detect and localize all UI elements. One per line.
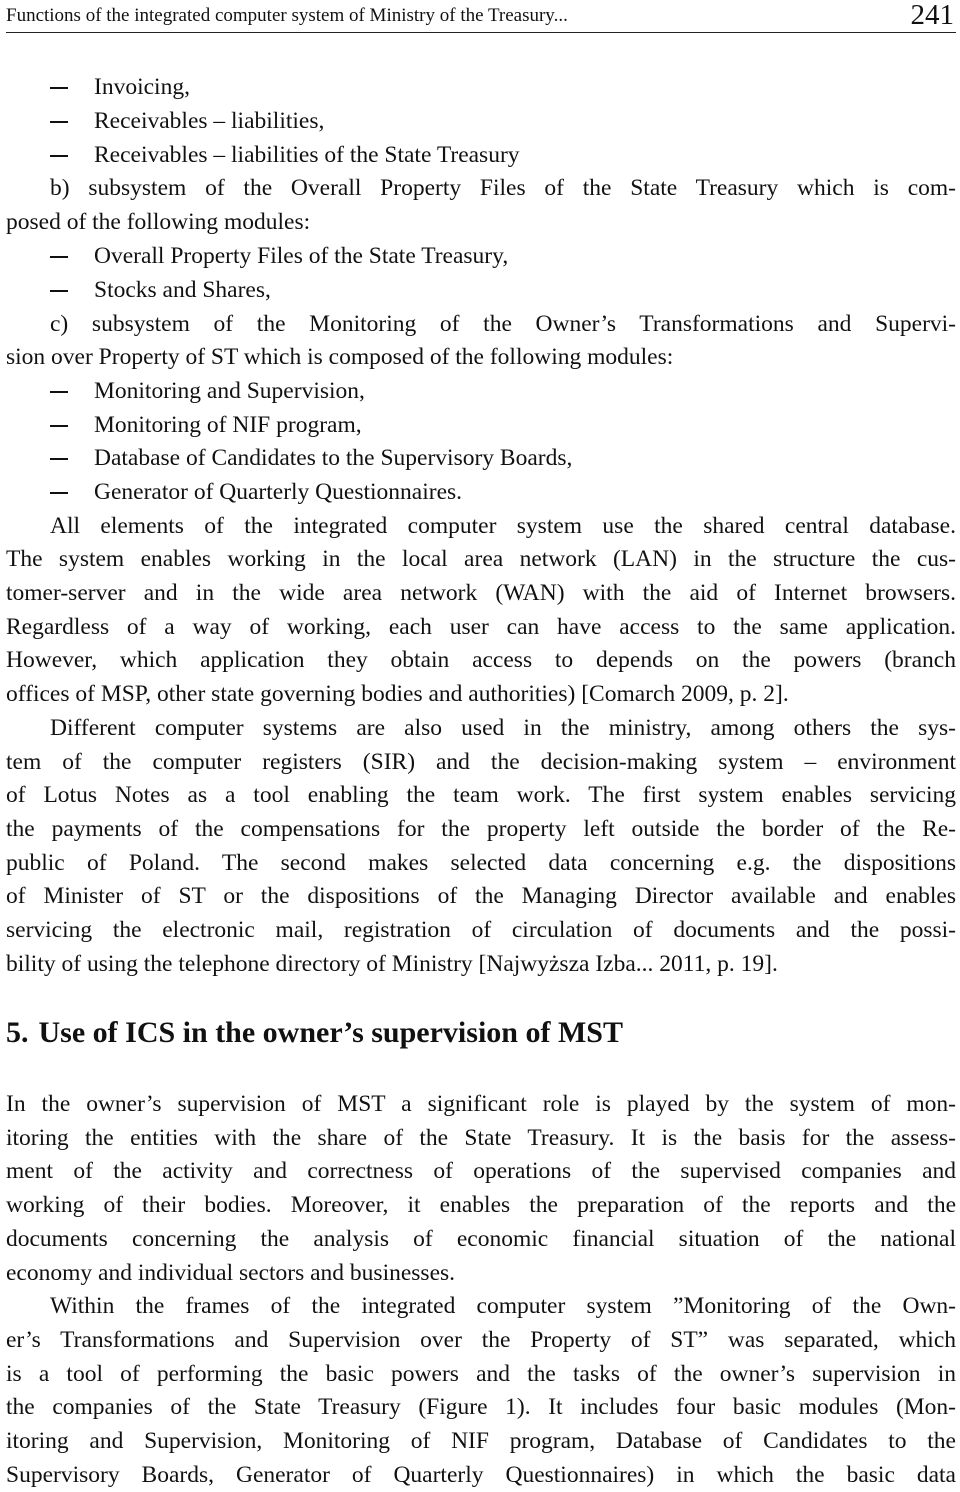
paragraph-line: b) subsystem of the Overall Property Files of the State Treasury which is com-	[50, 175, 956, 201]
list-item: Invoicing,	[6, 70, 956, 104]
paragraph-line: er’s Transformations and Supervision over the Property of ST” was separated, which	[6, 1327, 956, 1353]
running-header	[6, 0, 956, 33]
section-heading	[6, 1013, 623, 1053]
dash-bullet-icon	[50, 425, 68, 427]
paragraph-line: the payments of the compensations for the property left outside the border of the Re-	[6, 816, 956, 842]
paragraph-line: the companies of the State Treasury (Figure 1). It includes four basic modules (Mon-	[6, 1394, 956, 1420]
paragraph-line: itoring the entities with the share of the State Treasury. It is the basis for the assess-	[6, 1125, 956, 1151]
dash-bullet-icon	[50, 290, 68, 292]
dash-bullet-icon	[50, 121, 68, 123]
paragraph-line: of Minister of ST or the dispositions of the Managing Director available and enables	[6, 883, 956, 909]
running-title: Functions of the integrated computer system of Ministry of the Treasury...	[6, 5, 568, 26]
list-item: Receivables – liabilities,	[6, 104, 956, 138]
list-item: Monitoring of NIF program,	[6, 408, 956, 442]
page-number: 241	[910, 0, 954, 31]
paragraph-line: ment of the activity and correctness of operations of the supervised companies and	[6, 1158, 956, 1184]
paragraph-line: working of their bodies. Moreover, it enables the preparation of the reports and the	[6, 1192, 956, 1218]
paragraph-line: documents concerning the analysis of economic financial situation of the national	[6, 1226, 956, 1252]
paragraph-line: offices of MSP, other state governing bodies and authorities) [Comarch 2009, p. 2].	[6, 681, 789, 707]
paragraph-line: sion over Property of ST which is composed of the following modules:	[6, 344, 674, 370]
list-item: Monitoring and Supervision,	[6, 374, 956, 408]
dash-bullet-icon	[50, 87, 68, 89]
paragraph-line: tomer-server and in the wide area network (WAN) with the aid of Internet browsers.	[6, 580, 956, 606]
dash-bullet-icon	[50, 256, 68, 258]
paragraph-line: economy and individual sectors and businesses.	[6, 1260, 456, 1286]
paragraph-line: In the owner’s supervision of MST a significant role is played by the system of mon-	[6, 1091, 956, 1117]
paragraph-line: The system enables working in the local area network (LAN) in the structure the cus-	[6, 546, 956, 572]
dash-bullet-icon	[50, 155, 68, 157]
list-item: Stocks and Shares,	[6, 273, 956, 307]
paragraph-line: Different computer systems are also used in the ministry, among others the sys-	[50, 715, 956, 741]
section-title: Use of ICS in the owner’s supervision of MST	[38, 1016, 623, 1049]
list-item: Generator of Quarterly Questionnaires.	[6, 475, 956, 509]
paragraph-line: itoring and Supervision, Monitoring of NIF program, Database of Candidates to the	[6, 1428, 956, 1454]
paragraph-line: All elements of the integrated computer system use the shared central database.	[50, 513, 956, 539]
paragraph-line: However, which application they obtain access to depends on the powers (branch	[6, 647, 956, 673]
section-number: 5.	[6, 1016, 29, 1049]
paragraph-line: public of Poland. The second makes selected data concerning e.g. the dispositions	[6, 850, 956, 876]
paragraph-line: of Lotus Notes as a tool enabling the team work. The first system enables servicing	[6, 782, 956, 808]
list-item: Database of Candidates to the Supervisory Boards,	[6, 441, 956, 475]
paragraph-line: c) subsystem of the Monitoring of the Owner’s Transformations and Supervi-	[50, 311, 956, 337]
list-item: Receivables – liabilities of the State Treasury	[6, 138, 956, 172]
list-item: Overall Property Files of the State Treasury,	[6, 239, 956, 273]
paragraph-line: posed of the following modules:	[6, 209, 311, 235]
paragraph-line: Within the frames of the integrated computer system ”Monitoring of the Own-	[50, 1293, 956, 1319]
dash-bullet-icon	[50, 391, 68, 393]
paragraph-line: Supervisory Boards, Generator of Quarterly Questionnaires) in which the basic data	[6, 1462, 956, 1488]
paragraph-line: is a tool of performing the basic powers and the tasks of the owner’s supervision in	[6, 1361, 956, 1387]
paragraph-line: bility of using the telephone directory of Ministry [Najwyższa Izba... 2011, p. 19].	[6, 951, 778, 977]
paragraph-line: Regardless of a way of working, each user can have access to the same application.	[6, 614, 956, 640]
dash-bullet-icon	[50, 492, 68, 494]
paragraph-line: servicing the electronic mail, registration of circulation of documents and the possi-	[6, 917, 956, 943]
paragraph-line: tem of the computer registers (SIR) and the decision-making system – environment	[6, 749, 956, 775]
dash-bullet-icon	[50, 458, 68, 460]
